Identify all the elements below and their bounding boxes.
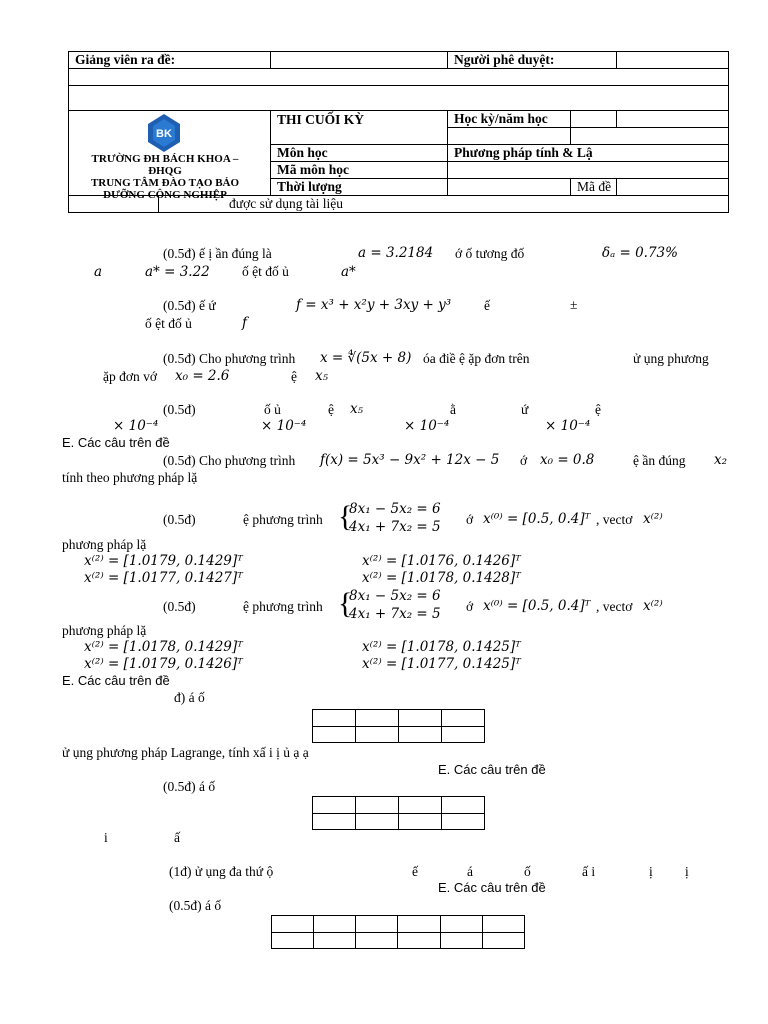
university-logo (147, 113, 181, 153)
q9-text-3: ấ (174, 830, 180, 845)
semester-blank (448, 128, 571, 145)
subject-code-label: Mã môn học (271, 162, 448, 179)
q3-x5: x₅ (315, 368, 329, 384)
q6-text-2: ệ phương trình (243, 512, 323, 527)
q7-equation-1: 8x₁ − 5x₂ = 6 (349, 588, 441, 604)
q5-text-3: ệ ần đúng (633, 453, 686, 468)
q4-text-6: ệ (595, 402, 601, 417)
q4-option-b: × 10⁻⁴ (261, 418, 307, 434)
q4-option-a: × 10⁻⁴ (113, 418, 159, 434)
q2-f: f (242, 315, 247, 331)
approver-field[interactable] (617, 52, 729, 69)
q4-text-5: ứ (521, 402, 529, 417)
q5-text: (0.5đ) Cho phương trình (163, 453, 296, 468)
q7-text-2: ệ phương trình (243, 599, 323, 614)
q1-a: a (94, 264, 103, 280)
q2-text-3: ố ệt đố ủ (145, 316, 192, 331)
school-name: TRƯỜNG ĐH BÁCH KHOA – ĐHQG TRUNG TÂM ĐÀO TẠO BẢO DƯỠNG CÔNG NGHIỆP (90, 153, 240, 201)
q7-text-4: , vectơ (596, 599, 633, 614)
q6-brace: { (338, 500, 353, 533)
q10-text-5: ấ i (582, 864, 596, 879)
q1-text-3: ố ệt đố ủ (242, 264, 289, 279)
exam-code-label: Mã đề (571, 179, 617, 196)
q10-text: (1đ) ử ụng đa thứ ộ (169, 864, 274, 879)
q8-text-2: ử ụng phương pháp Lagrange, tính xấ i ị ủ ạ ạ (62, 745, 309, 760)
q3-text-3: ử ụng phương (633, 351, 709, 366)
q4-option-e: E. Các câu trên đề (62, 435, 170, 450)
q10-text-4: ố (524, 864, 531, 879)
q4-text-4: ằ (450, 402, 456, 417)
q1-a-star-2: a* (341, 264, 356, 280)
q10-text-6: ị (649, 864, 653, 879)
q1-approx-value: a = 3.2184 (358, 245, 434, 261)
q7-option-b: x⁽²⁾ = [1.0178, 0.1425]ᵀ (362, 639, 521, 655)
lecturer-field[interactable] (271, 52, 448, 69)
q7-text-3: ớ (466, 599, 474, 614)
q7-text: (0.5đ) (163, 599, 196, 614)
q1-relative-error: δₐ = 0.73% (602, 245, 678, 261)
q6-x2: x⁽²⁾ (643, 511, 663, 527)
logo-text: BK (156, 128, 172, 140)
semester-field-1[interactable] (571, 111, 617, 128)
q6-text-3: ớ (466, 512, 474, 527)
q6-option-d: x⁽²⁾ = [1.0178, 0.1428]ᵀ (362, 570, 521, 586)
q5-x2: x₂ (714, 452, 728, 468)
q6-equation-1: 8x₁ − 5x₂ = 6 (349, 501, 441, 517)
lecturer-label: Giảng viên ra đề: (69, 52, 271, 69)
semester-field-2[interactable] (617, 111, 729, 128)
q4-text-3: ệ (328, 402, 334, 417)
q6-option-b: x⁽²⁾ = [1.0176, 0.1426]ᵀ (362, 553, 521, 569)
q5-text-4: tính theo phương pháp lặ (62, 470, 198, 485)
q1-text: (0.5đ) ế ị ần đúng là (163, 246, 272, 261)
q7-option-d: x⁽²⁾ = [1.0177, 0.1425]ᵀ (362, 656, 521, 672)
q9-text: (0.5đ) á ố (163, 779, 216, 794)
q7-option-a: x⁽²⁾ = [1.0178, 0.1429]ᵀ (84, 639, 243, 655)
subject-code-field[interactable] (448, 162, 729, 179)
q8-option-e: E. Các câu trên đề (438, 762, 546, 777)
q5-text-2: ớ (520, 453, 528, 468)
q2-plus-minus: ± (570, 297, 578, 312)
q1-text-2: ớ ố tương đố (455, 246, 525, 261)
q4-option-c: × 10⁻⁴ (404, 418, 450, 434)
q3-text-2: óa điề ệ ặp đơn trên (423, 351, 530, 366)
q4-text: (0.5đ) (163, 402, 196, 417)
exam-code-field[interactable] (617, 179, 729, 196)
q7-equation-2: 4x₁ + 7x₂ = 5 (349, 606, 441, 622)
q2-text: (0.5đ) ế ứ (163, 298, 216, 313)
q7-text-5: phương pháp lặ (62, 623, 147, 638)
q1-a-star: a* = 3.22 (145, 264, 210, 280)
q4-text-2: ố ủ (264, 402, 281, 417)
subject-label: Môn học (271, 145, 448, 162)
q4-option-d: × 10⁻⁴ (545, 418, 591, 434)
q11-data-table (271, 915, 525, 949)
q3-text: (0.5đ) Cho phương trình (163, 351, 296, 366)
q3-text-4: ặp đơn vớ (103, 369, 158, 384)
semester-label: Học kỳ/năm học (448, 111, 571, 128)
q3-x0: x₀ = 2.6 (175, 368, 230, 384)
q9-text-2: i (104, 830, 108, 845)
q8-data-table (312, 709, 485, 743)
q10-text-7: ị (685, 864, 689, 879)
subject-value: Phương pháp tính & Lậ (448, 145, 729, 162)
q6-option-c: x⁽²⁾ = [1.0177, 0.1427]ᵀ (84, 570, 243, 586)
q10-text-2: ế (412, 864, 418, 879)
q3-text-5: ệ (291, 369, 297, 384)
q6-initial: x⁽⁰⁾ = [0.5, 0.4]ᵀ (483, 511, 591, 527)
approver-label: Người phê duyệt: (448, 52, 617, 69)
duration-field[interactable] (448, 179, 571, 196)
q4-x5: x₅ (350, 401, 364, 417)
duration-label: Thời lượng (271, 179, 448, 196)
q7-option-e: E. Các câu trên đề (62, 673, 170, 688)
q9-data-table (312, 796, 485, 830)
q8-text: đ) á ố (174, 690, 205, 705)
q6-text-5: phương pháp lặ (62, 537, 147, 552)
q7-brace: { (338, 587, 353, 620)
q10-option-e: E. Các câu trên đề (438, 880, 546, 895)
q11-text: (0.5đ) á ố (169, 898, 222, 913)
q5-x0: x₀ = 0.8 (540, 452, 595, 468)
q6-equation-2: 4x₁ + 7x₂ = 5 (349, 519, 441, 535)
blank-row (69, 86, 729, 111)
q7-option-c: x⁽²⁾ = [1.0179, 0.1426]ᵀ (84, 656, 243, 672)
semester-blank-2 (571, 128, 729, 145)
q10-text-3: á (467, 864, 473, 879)
q7-initial: x⁽⁰⁾ = [0.5, 0.4]ᵀ (483, 598, 591, 614)
blank-row (69, 69, 729, 86)
q6-option-a: x⁽²⁾ = [1.0179, 0.1429]ᵀ (84, 553, 243, 569)
q6-text-4: , vectơ (596, 512, 633, 527)
q6-text: (0.5đ) (163, 512, 196, 527)
q5-function: f(x) = 5x³ − 9x² + 12x − 5 (320, 452, 500, 468)
q7-x2: x⁽²⁾ (643, 598, 663, 614)
exam-title: THI CUỐI KỲ (271, 111, 448, 145)
materials-note: được sử dụng tài liệu (159, 196, 729, 213)
q2-function: f = x³ + x²y + 3xy + y³ (296, 297, 452, 313)
q2-text-2: ế (484, 298, 490, 313)
q3-equation: x = ∜(5x + 8) (320, 350, 412, 366)
